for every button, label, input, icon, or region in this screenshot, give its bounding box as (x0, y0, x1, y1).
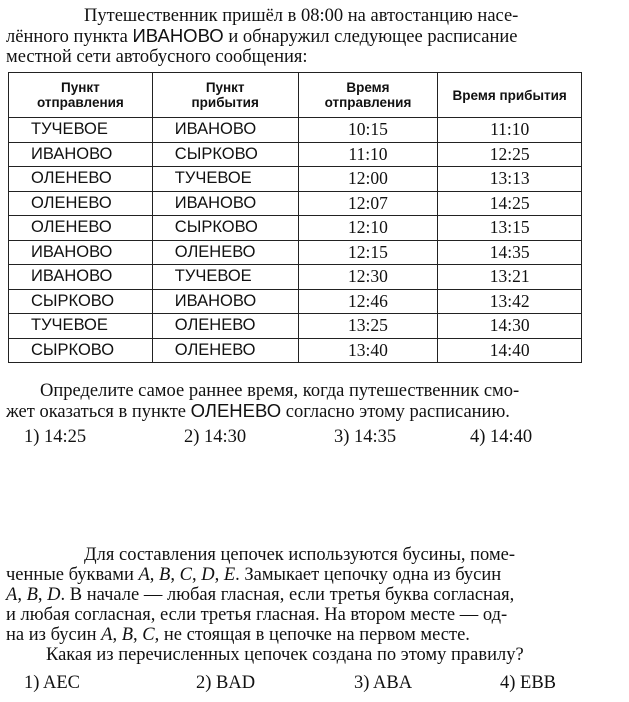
cell-to: ОЛЕНЕВО (152, 338, 298, 363)
task2-line-5 (6, 625, 616, 645)
letter-b: B (159, 565, 171, 585)
header-text: отправления (37, 95, 124, 110)
cell-arr: 14:30 (438, 314, 582, 339)
header-text: отправления (324, 95, 412, 110)
cell-to: ИВАНОВО (152, 289, 298, 314)
header-arrival-point (152, 73, 298, 118)
table-row (9, 216, 582, 241)
task2-line-3 (6, 585, 616, 605)
task2-line-4: и любая согласная, если третья гласная. На втором месте — од- (6, 605, 508, 625)
task2-text-part: на из бусин (6, 625, 102, 645)
cell-dep: 12:07 (298, 191, 438, 216)
cell-to: СЫРКОВО (152, 142, 298, 167)
answer-option-1[interactable]: 1) AEC (24, 673, 81, 693)
question-line-2 (6, 401, 616, 422)
separator: , (170, 565, 180, 585)
answer-option-4[interactable]: 4) EBB (500, 673, 557, 693)
cell-arr: 13:15 (438, 216, 582, 241)
task2-text-part: . В начале — любая гласная, если третья буква согласная, (60, 585, 515, 605)
separator: , (149, 565, 160, 585)
task2-line-1: Для составления цепочек используются бусины, поме- (84, 545, 516, 565)
answer-option-3[interactable]: 3) ABA (354, 673, 413, 693)
task2-answers (24, 673, 604, 695)
table-row (9, 289, 582, 314)
letter-b: B (26, 585, 38, 605)
cell-from: ИВАНОВО (9, 265, 153, 290)
table-row (9, 265, 582, 290)
cell-from: СЫРКОВО (9, 338, 153, 363)
header-text: Время (346, 80, 390, 95)
cell-dep: 12:30 (298, 265, 438, 290)
cell-dep: 11:10 (298, 142, 438, 167)
task2-text (6, 545, 616, 665)
table-row (9, 240, 582, 265)
answer-option-1[interactable]: 1) 14:25 (24, 427, 87, 447)
header-text: Пункт (61, 80, 100, 95)
letter-a: A (6, 585, 18, 605)
cell-to: СЫРКОВО (152, 216, 298, 241)
cell-arr: 13:13 (438, 167, 582, 192)
cell-dep: 13:40 (298, 338, 438, 363)
table-row (9, 314, 582, 339)
intro-text: лённого пункта (6, 27, 133, 47)
cell-arr: 12:25 (438, 142, 582, 167)
cell-from: СЫРКОВО (9, 289, 153, 314)
separator: , (133, 625, 143, 645)
bus-schedule-table (8, 72, 582, 363)
cell-dep: 10:15 (298, 118, 438, 143)
intro-line-3: местной сети автобусного сообщения: (6, 47, 308, 67)
header-text: Пункт (205, 80, 245, 95)
letter-c: C (179, 565, 192, 585)
intro-text: и обнаружил следующее расписание (223, 27, 518, 47)
separator: , (37, 585, 48, 605)
task2-text-part: ченные буквами (6, 565, 139, 585)
task1-question (6, 381, 616, 422)
table-row (9, 118, 582, 143)
letter-a: A (138, 565, 150, 585)
answer-option-3[interactable]: 3) 14:35 (334, 427, 397, 447)
cell-from: ОЛЕНЕВО (9, 191, 153, 216)
header-text: прибытия (191, 95, 259, 110)
table-row (9, 191, 582, 216)
intro-line-1: Путешественник пришёл в 08:00 на автостанцию насе- (84, 6, 519, 26)
cell-arr: 13:42 (438, 289, 582, 314)
cell-to: ОЛЕНЕВО (152, 314, 298, 339)
cell-dep: 12:15 (298, 240, 438, 265)
cell-to: ОЛЕНЕВО (152, 240, 298, 265)
question-line-1: Определите самое раннее время, когда путешественник смо- (40, 381, 520, 401)
question-text: согласно этому расписанию. (281, 402, 510, 422)
cell-dep: 12:46 (298, 289, 438, 314)
letter-d: D (201, 565, 215, 585)
task2-line-2 (6, 565, 616, 585)
table-row (9, 338, 582, 363)
letter-d: D (47, 585, 61, 605)
separator: , (214, 565, 224, 585)
table-row (9, 142, 582, 167)
separator: , (112, 625, 122, 645)
table-row (9, 167, 582, 192)
answer-option-2[interactable]: 2) 14:30 (184, 427, 247, 447)
cell-dep: 13:25 (298, 314, 438, 339)
town-olenevo: ОЛЕНЕВО (190, 400, 282, 421)
task1-intro (6, 6, 616, 67)
letter-a: A (101, 625, 113, 645)
header-departure-time (298, 73, 438, 118)
town-ivanovo: ИВАНОВО (132, 25, 224, 46)
cell-from: ТУЧЕВОЕ (9, 314, 153, 339)
cell-arr: 14:25 (438, 191, 582, 216)
intro-line-2 (6, 26, 616, 47)
cell-to: ТУЧЕВОЕ (152, 265, 298, 290)
header-arrival-time: Время прибытия (438, 73, 582, 118)
letter-c: C (142, 625, 155, 645)
cell-to: ТУЧЕВОЕ (152, 167, 298, 192)
cell-arr: 11:10 (438, 118, 582, 143)
cell-to: ИВАНОВО (152, 118, 298, 143)
cell-arr: 13:21 (438, 265, 582, 290)
cell-arr: 14:35 (438, 240, 582, 265)
separator: , (191, 565, 202, 585)
header-departure-point (9, 73, 153, 118)
table-header-row (9, 73, 582, 118)
cell-arr: 14:40 (438, 338, 582, 363)
cell-to: ИВАНОВО (152, 191, 298, 216)
cell-from: ИВАНОВО (9, 142, 153, 167)
cell-dep: 12:00 (298, 167, 438, 192)
task1-answers (24, 427, 604, 449)
letter-e: E (223, 565, 236, 585)
question-text: жет оказаться в пункте (6, 402, 191, 422)
task2-question: Какая из перечисленных цепочек создана по этому правилу? (46, 645, 524, 665)
answer-option-2[interactable]: 2) BAD (196, 673, 256, 693)
separator: , (17, 585, 27, 605)
cell-from: ОЛЕНЕВО (9, 167, 153, 192)
cell-from: ОЛЕНЕВО (9, 216, 153, 241)
answer-option-4[interactable]: 4) 14:40 (470, 427, 533, 447)
cell-from: ТУЧЕВОЕ (9, 118, 153, 143)
cell-dep: 12:10 (298, 216, 438, 241)
task2-text-part: . Замыкает цепочку одна из бусин (235, 565, 502, 585)
letter-b: B (121, 625, 134, 645)
task2-text-part: , не стоящая в цепочке на первом месте. (154, 625, 470, 645)
cell-from: ИВАНОВО (9, 240, 153, 265)
